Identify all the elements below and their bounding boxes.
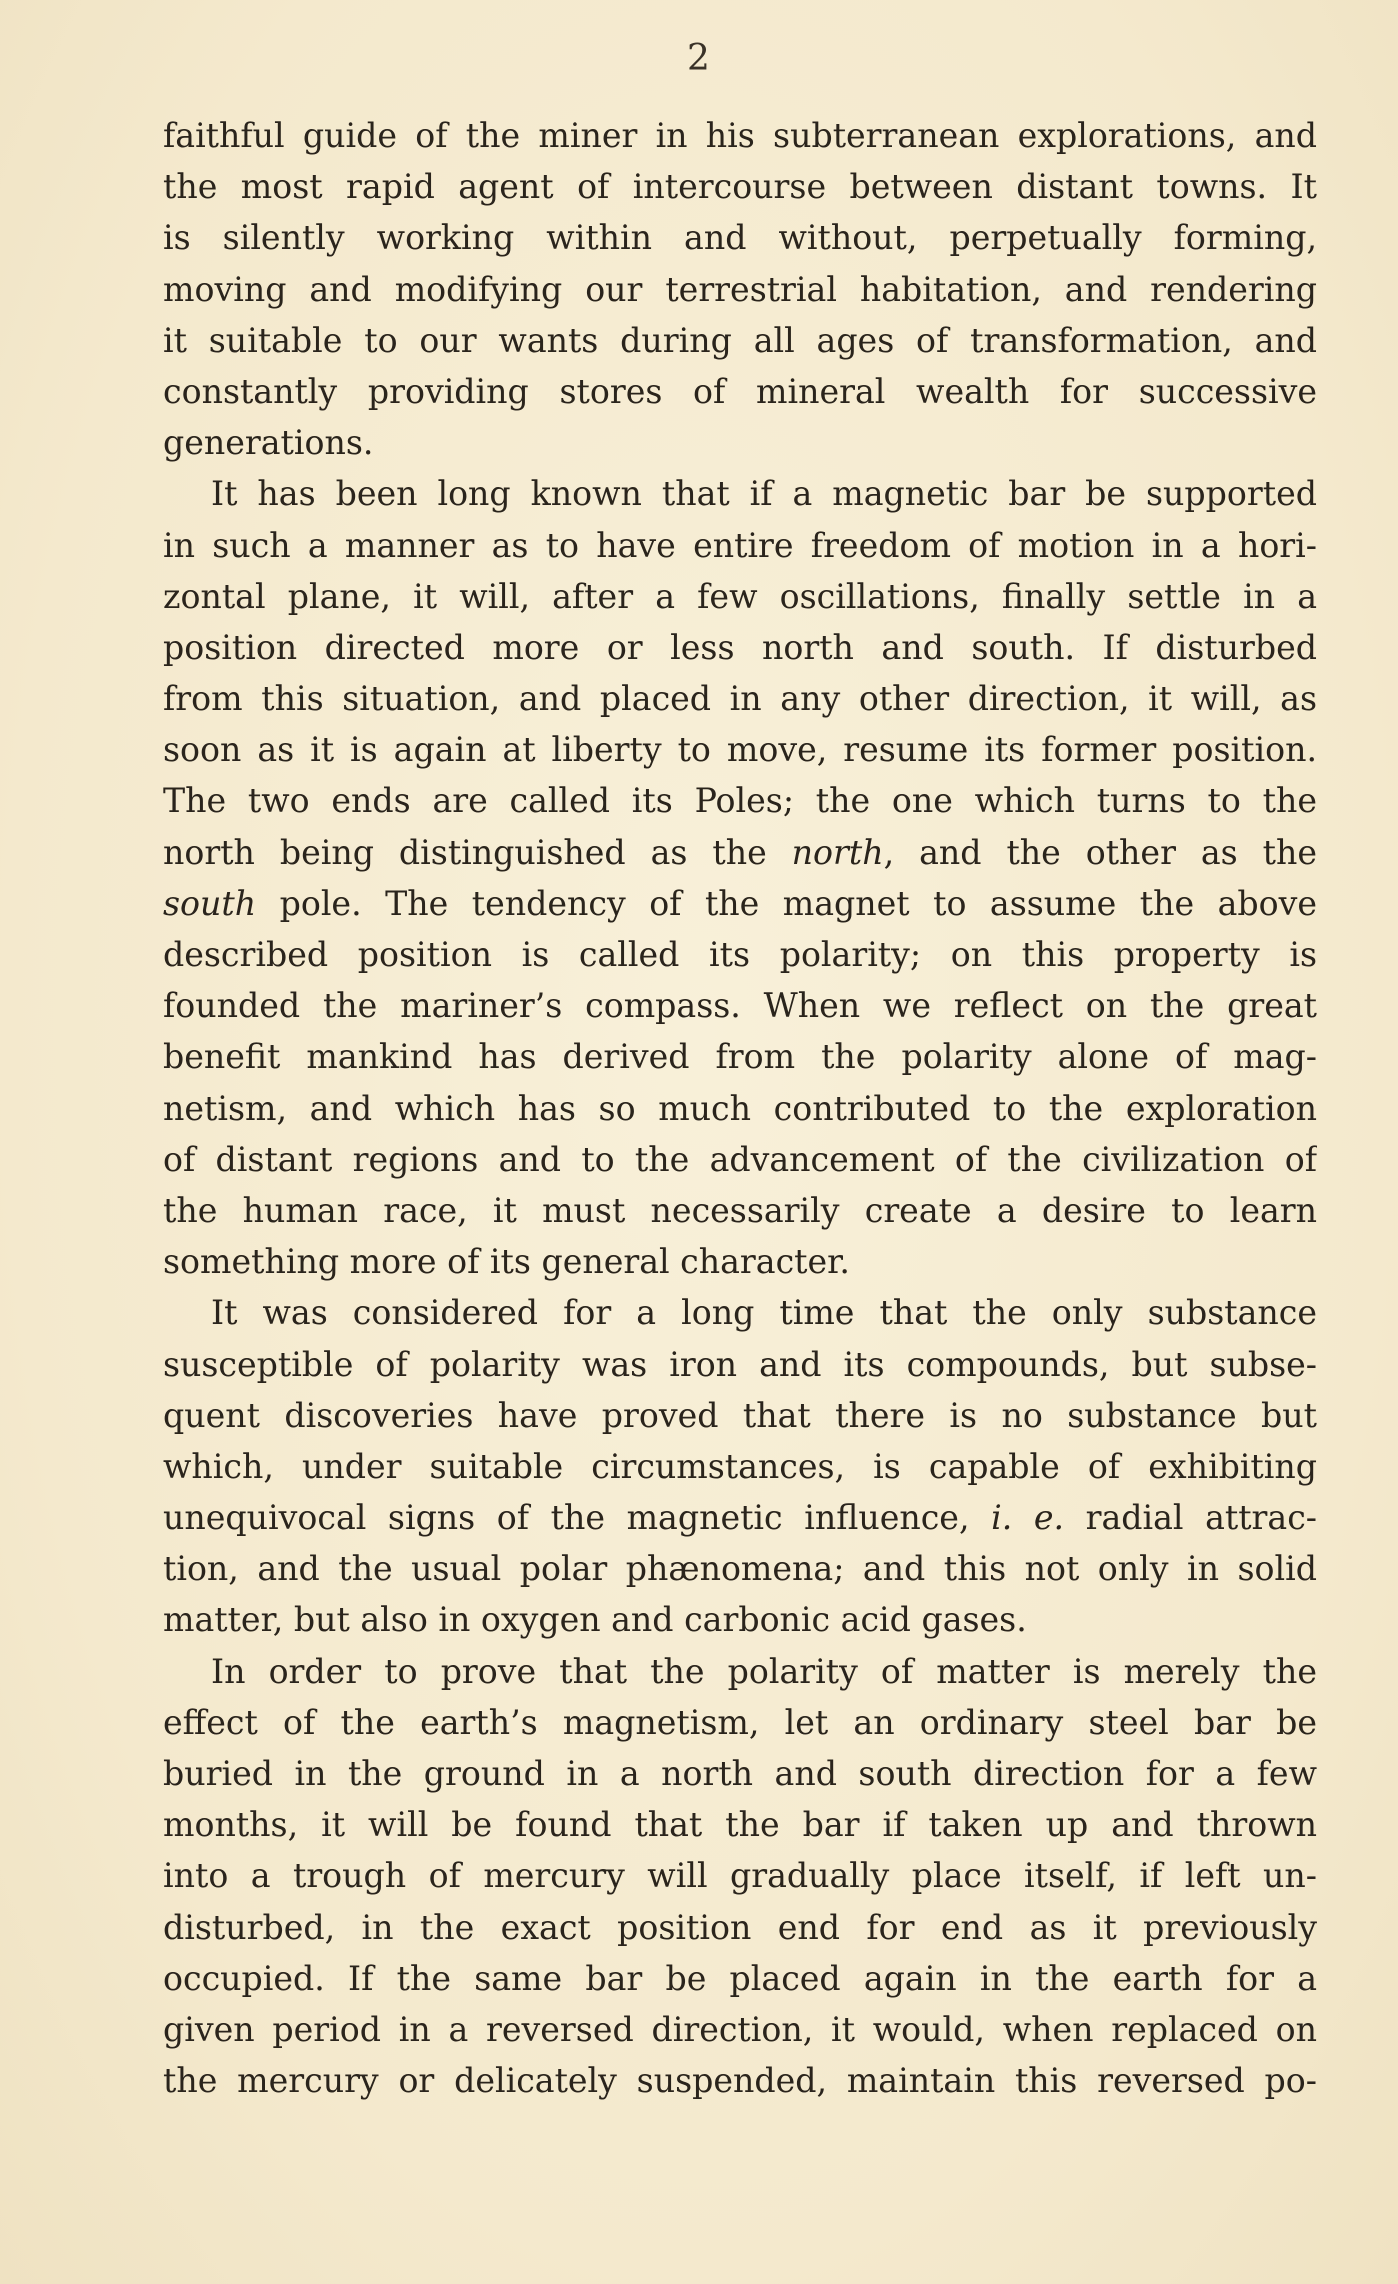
text-line: something more of its general character.: [163, 1242, 850, 1282]
text-line: matter, but also in oxygen and carbonic acid gases.: [163, 1600, 1027, 1640]
text-line: unequivocal signs of the magnetic influence, i. e. radial attrac-: [163, 1498, 1317, 1538]
text-line: the most rapid agent of intercourse between distant towns. It: [163, 167, 1317, 207]
text-line: it suitable to our wants during all ages of transformation, and: [163, 320, 1317, 360]
body-text: [163, 110, 1317, 2106]
text-line: given period in a reversed direction, it would, when replaced on: [163, 2009, 1317, 2049]
text-line: is silently working within and without, perpetually forming,: [163, 218, 1317, 258]
text-line: of distant regions and to the advancement of the civilization of: [163, 1139, 1317, 1179]
text-line: constantly providing stores of mineral wealth for successive: [163, 371, 1317, 411]
text-line: generations.: [163, 423, 374, 463]
text-line: the mercury or delicately suspended, maintain this reversed po-: [163, 2061, 1317, 2101]
text-line: The two ends are called its Poles; the one which turns to the: [163, 781, 1317, 821]
text-line: benefit mankind has derived from the polarity alone of mag-: [163, 1037, 1317, 1077]
text-line: into a trough of mercury will gradually place itself, if left un-: [163, 1856, 1317, 1896]
paragraph: [163, 1646, 1317, 2107]
text-line: zontal plane, it will, after a few oscillations, finally settle in a: [163, 576, 1317, 616]
text-line: moving and modifying our terrestrial habitation, and rendering: [163, 269, 1317, 309]
text-line: from this situation, and placed in any other direction, it will, as: [163, 679, 1317, 719]
text-line: the human race, it must necessarily create a desire to learn: [163, 1190, 1317, 1230]
text-line: quent discoveries have proved that there is no substance but: [163, 1395, 1317, 1435]
paragraph: [163, 110, 1317, 468]
paragraph: [163, 468, 1317, 1287]
text-line: months, it will be found that the bar if taken up and thrown: [163, 1805, 1317, 1845]
text-line: occupied. If the same bar be placed again in the earth for a: [163, 1958, 1317, 1998]
text-line: soon as it is again at liberty to move, resume its former position.: [163, 730, 1317, 770]
page-number: 2: [687, 38, 711, 79]
text-line: faithful guide of the miner in his subterranean explorations, and: [163, 116, 1317, 155]
text-line: which, under suitable circumstances, is capable of exhibiting: [163, 1446, 1317, 1486]
paragraph: [163, 1287, 1317, 1645]
text-line: position directed more or less north and south. If disturbed: [163, 627, 1317, 667]
text-line: tion, and the usual polar phænomena; and this not only in solid: [163, 1549, 1317, 1589]
text-line: described position is called its polarity; on this property is: [163, 935, 1317, 974]
text-line: In order to prove that the polarity of matter is merely the: [211, 1651, 1317, 1691]
text-line: south pole. The tendency of the magnet to assume the above: [163, 883, 1317, 923]
text-line: buried in the ground in a north and south direction for a few: [163, 1754, 1317, 1793]
text-line: founded the mariner’s compass. When we reflect on the great: [163, 986, 1317, 1026]
text-line: effect of the earth’s magnetism, let an ordinary steel bar be: [163, 1702, 1317, 1742]
text-line: disturbed, in the exact position end for end as it previously: [163, 1907, 1317, 1947]
text-line: susceptible of polarity was iron and its compounds, but subse-: [163, 1344, 1317, 1384]
text-line: north being distinguished as the north, and the other as the: [163, 832, 1317, 872]
text-line: in such a manner as to have entire freedom of motion in a hori-: [163, 525, 1317, 565]
text-line: It has been long known that if a magnetic bar be supported: [211, 474, 1317, 514]
text-line: It was considered for a long time that the only substance: [211, 1293, 1317, 1333]
text-line: netism, and which has so much contributed to the exploration: [163, 1088, 1317, 1128]
